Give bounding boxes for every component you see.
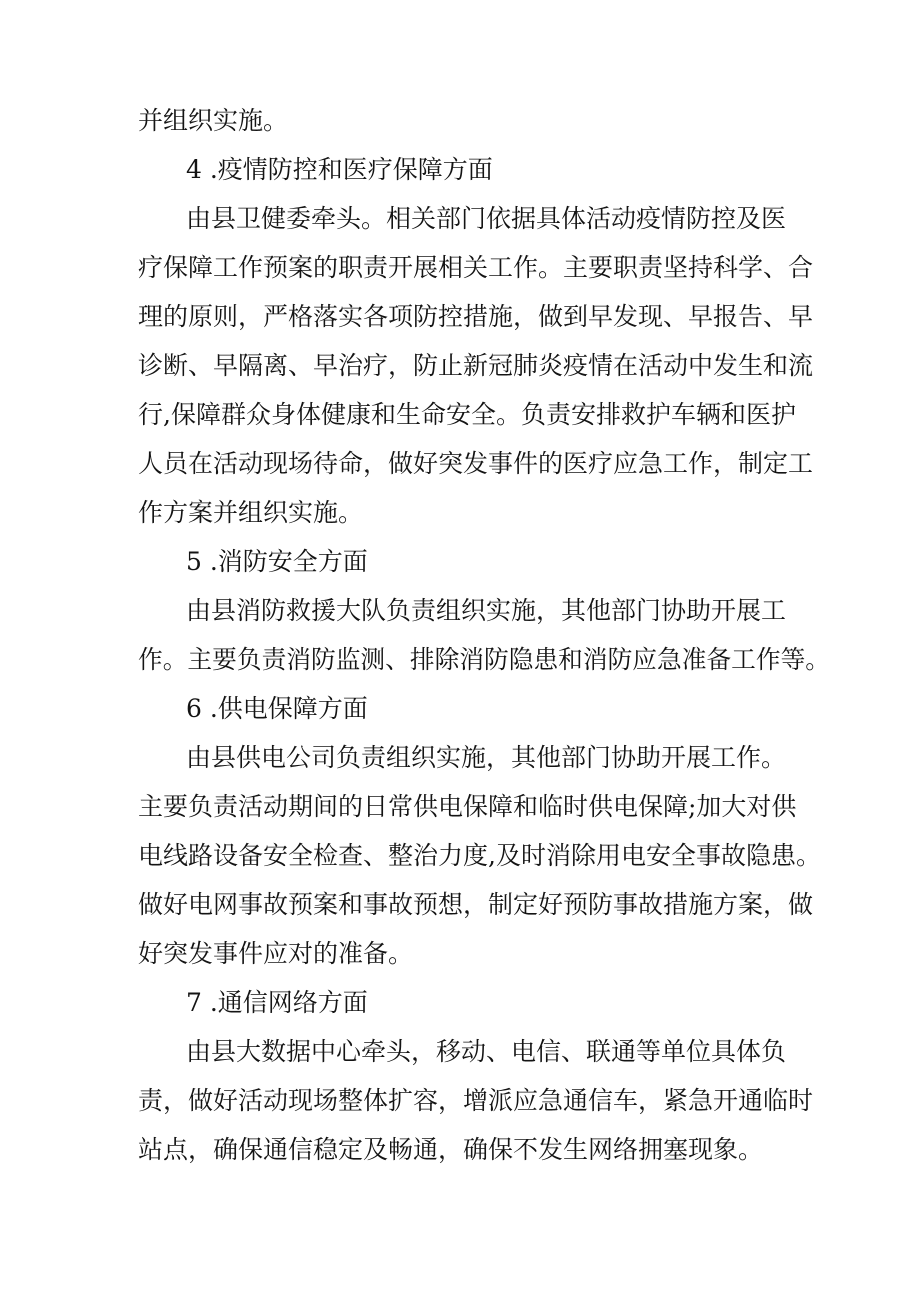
paragraph-first-line: 由县卫健委牵头。相关部门依据具体活动疫情防控及医 [186, 204, 787, 233]
paragraph-line: 作。主要负责消防监测、排除消防隐患和消防应急准备工作等。 [138, 645, 831, 674]
paragraph-first-line: 由县大数据中心牵头，移动、电信、联通等单位具体负 [186, 1037, 787, 1066]
paragraph-line: 诊断、早隔离、早治疗，防止新冠肺炎疫情在活动中发生和流 [138, 351, 814, 380]
paragraph-line: 疗保障工作预案的职责开展相关工作。主要职责坚持科学、合 [138, 253, 814, 282]
paragraph-line: 作方案并组织实施。 [138, 498, 364, 527]
paragraph-line: 责，做好活动现场整体扩容，增派应急通信车，紧急开通临时 [138, 1086, 814, 1115]
paragraph-line: 人员在活动现场待命，做好突发事件的医疗应急工作，制定工 [138, 449, 814, 478]
section-heading-6: 6 .供电保障方面 [186, 694, 368, 723]
section-heading-7: 7 .通信网络方面 [186, 988, 368, 1017]
paragraph-line: 电线路设备安全检查、整治力度,及时消除用电安全事故隐患。 [138, 841, 821, 870]
paragraph-first-line: 由县供电公司负责组织实施，其他部门协助开展工作。 [186, 743, 787, 772]
paragraph-line: 理的原则，严格落实各项防控措施，做到早发现、早报告、早 [138, 302, 814, 331]
paragraph-line: 好突发事件应对的准备。 [138, 939, 414, 968]
paragraph-first-line: 由县消防救援大队负责组织实施，其他部门协助开展工 [186, 596, 787, 625]
paragraph-line: 做好电网事故预案和事故预想，制定好预防事故措施方案，做 [138, 890, 814, 919]
paragraph-line: 主要负责活动期间的日常供电保障和临时供电保障;加大对供 [138, 792, 797, 821]
section-heading-5: 5 .消防安全方面 [186, 547, 368, 576]
paragraph-continuation-line: 并组织实施。 [138, 106, 289, 135]
paragraph-line: 行,保障群众身体健康和生命安全。负责安排救护车辆和医护 [138, 400, 796, 429]
section-heading-4: 4 .疫情防控和医疗保障方面 [186, 155, 493, 184]
paragraph-line: 站点，确保通信稳定及畅通，确保不发生网络拥塞现象。 [138, 1135, 764, 1164]
